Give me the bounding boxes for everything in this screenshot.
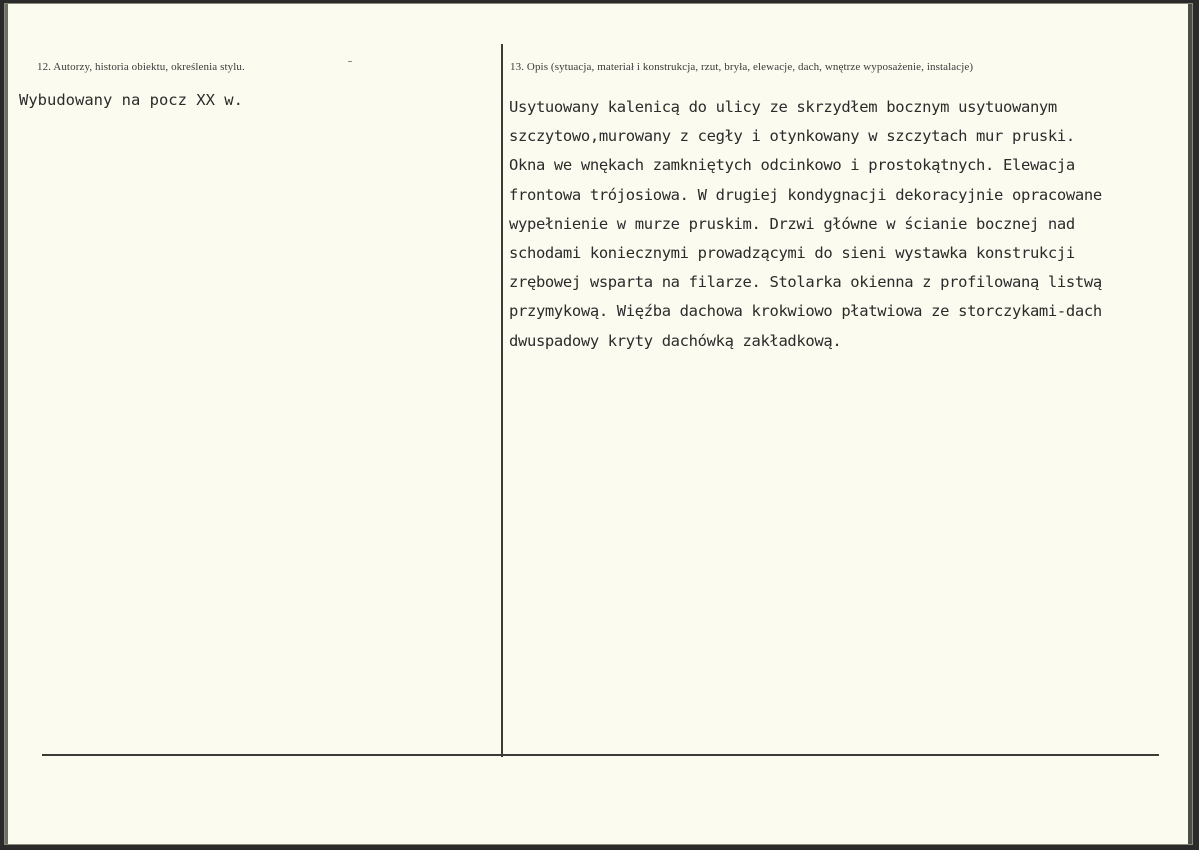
- description-line: schodami koniecznymi prowadzącymi do sieni wystawka konstrukcji: [509, 243, 1075, 262]
- column-divider: [501, 44, 503, 757]
- description-label: 13. Opis (sytuacja, materiał i konstrukcja, rzut, bryła, elewacje, dach, wnętrze wyposażenie, instalacje): [510, 61, 974, 73]
- card-left-edge: [5, 4, 8, 844]
- authors-history-text: Wybudowany na pocz XX w.: [19, 91, 243, 109]
- description-line: szczytowo,murowany z cegły i otynkowany w szczytach mur pruski.: [509, 127, 1075, 146]
- authors-history-label: 12. Autorzy, historia obiektu, określenia stylu.: [37, 61, 245, 73]
- description-text: [509, 93, 1102, 356]
- description-line: Usytuowany kalenicą do ulicy ze skrzydłem bocznym usytuowanym: [509, 98, 1057, 116]
- description-line: zrębowej wsparta na filarze. Stolarka okienna z profilowaną listwą: [509, 273, 1102, 292]
- description-line: wypełnienie w murze pruskim. Drzwi główne w ścianie bocznej nad: [509, 214, 1075, 233]
- description-line: przymykową. Więźba dachowa krokwiowo płatwiowa ze storczykami-dach: [509, 302, 1102, 321]
- description-line: dwuspadowy kryty dachówką zakładkową.: [509, 331, 842, 350]
- paper-mark: [348, 61, 352, 62]
- card-right-edge: [1188, 4, 1192, 844]
- description-line: frontowa trójosiowa. W drugiej kondygnacji dekoracyjnie opracowane: [509, 185, 1102, 204]
- description-line: Okna we wnękach zamkniętych odcinkowo i prostokątnych. Elewacja: [509, 156, 1075, 175]
- record-card: [4, 3, 1193, 845]
- bottom-rule: [42, 754, 1159, 756]
